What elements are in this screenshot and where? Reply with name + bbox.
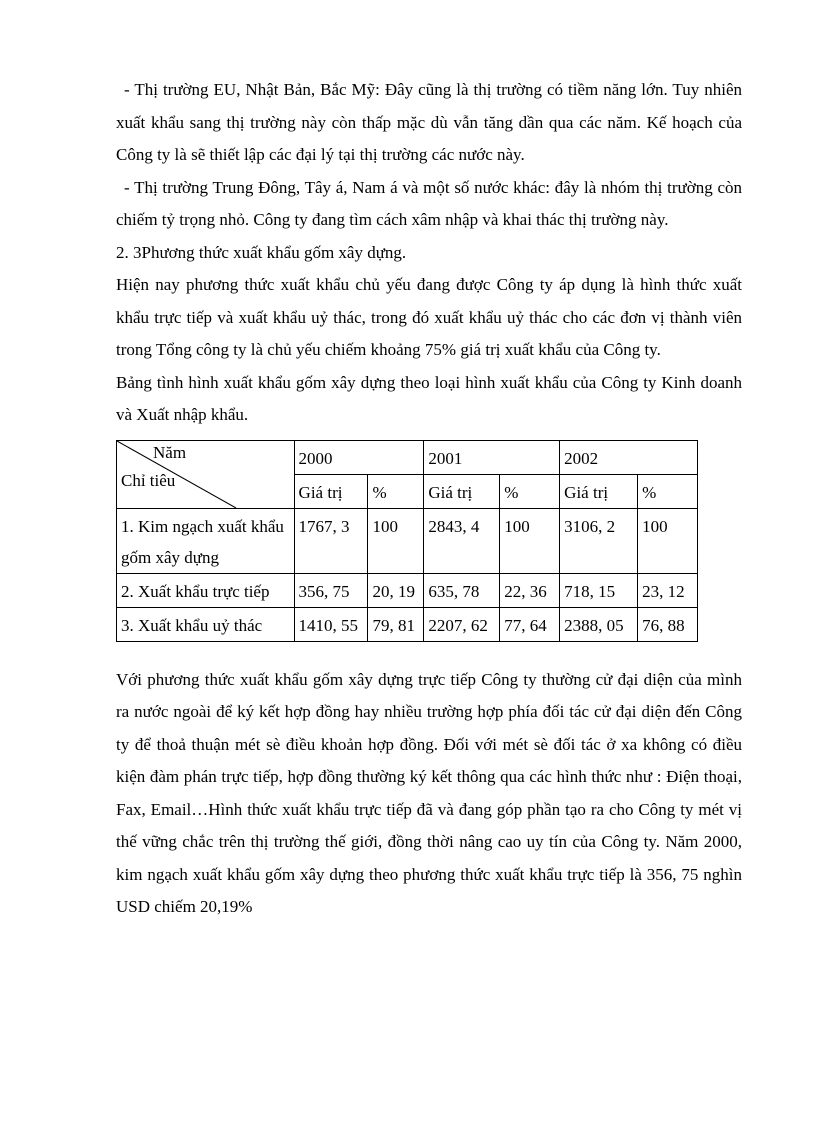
paragraph-export-methods: Hiện nay phương thức xuất khẩu chủ yếu đang được Công ty áp dụng là hình thức xuất khẩu trực tiếp và xuất khẩu uỷ thác, trong đó xuất khẩu uỷ thác cho các đơn vị thành viên trong Tổng công ty là chủ yếu chiếm khoảng 75% giá trị xuất khẩu của Công ty. <box>116 275 742 359</box>
paragraph-markets-middle-east: - Thị trường Trung Đông, Tây á, Nam á và một số nước khác: đây là nhóm thị trường còn chiếm tỷ trọng nhỏ. Công ty đang tìm cách xâm nhập và khai thác thị trường này. <box>116 177 742 229</box>
table-cell: 100 <box>368 508 424 573</box>
table-cell: 718, 15 <box>560 573 638 607</box>
section-heading: 2. 3Phương thức xuất khẩu gốm xây dựng. <box>116 242 407 262</box>
table-cell: 1767, 3 <box>294 508 368 573</box>
table-corner-cell <box>117 440 295 508</box>
table-cell: 2207, 62 <box>424 607 500 641</box>
table-cell: 76, 88 <box>638 607 698 641</box>
sub-header-pct: % <box>638 474 698 508</box>
table-cell: 22, 36 <box>500 573 560 607</box>
document-page <box>116 74 742 924</box>
export-table <box>116 440 698 642</box>
table-row <box>117 508 698 573</box>
sub-header-value: Giá trị <box>294 474 368 508</box>
table-cell: 2843, 4 <box>424 508 500 573</box>
table-cell: 2388, 05 <box>560 607 638 641</box>
corner-year-label: Năm <box>153 442 187 462</box>
row-label: 1. Kim ngạch xuất khẩu gốm xây dựng <box>117 508 295 573</box>
year-header: 2002 <box>560 440 698 474</box>
sub-header-pct: % <box>368 474 424 508</box>
table-cell: 77, 64 <box>500 607 560 641</box>
sub-header-value: Giá trị <box>424 474 500 508</box>
table-cell: 100 <box>500 508 560 573</box>
table-caption: Bảng tình hình xuất khẩu gốm xây dựng theo loại hình xuất khẩu của Công ty Kinh doanh và Xuất nhập khẩu. <box>116 372 742 424</box>
table-cell: 79, 81 <box>368 607 424 641</box>
table-cell: 23, 12 <box>638 573 698 607</box>
row-label: 3. Xuất khẩu uỷ thác <box>117 607 295 641</box>
year-header: 2001 <box>424 440 560 474</box>
sub-header-pct: % <box>500 474 560 508</box>
year-header: 2000 <box>294 440 424 474</box>
table-cell: 20, 19 <box>368 573 424 607</box>
paragraph-direct-export: Với phương thức xuất khẩu gốm xây dựng trực tiếp Công ty thường cử đại diện của mình ra nước ngoài để ký kết hợp đồng hay nhiều trường hợp phía đối tác cử đại diện đến Công ty để thoả thuận mét sè điều khoản hợp đồng. Đối với mét sè đối tác ở xa không có điều kiện đàm phán trực tiếp, hợp đồng thường ký kết thông qua các hình thức như : Điện thoại, Fax, Email…Hình thức xuất khẩu trực tiếp đã và đang góp phần tạo ra cho Công ty mét vị thế vững chắc trên thị trường thế giới, đồng thời nâng cao uy tín của Công ty. Năm 2000, kim ngạch xuất khẩu gốm xây dựng theo phương thức xuất khẩu trực tiếp là 356, 75 nghìn USD chiếm 20,19% <box>116 669 742 916</box>
corner-indicator-label: Chỉ tiêu <box>121 470 176 490</box>
table-cell: 356, 75 <box>294 573 368 607</box>
table-row <box>117 573 698 607</box>
table-cell: 635, 78 <box>424 573 500 607</box>
paragraph-markets-eu: - Thị trường EU, Nhật Bản, Bắc Mỹ: Đây cũng là thị trường có tiềm năng lớn. Tuy nhiên xuất khẩu sang thị trường này còn thấp mặc dù vẫn tăng dần qua các năm. Kế hoạch của Công ty là sẽ thiết lập các đại lý tại thị trường các nước này. <box>116 80 742 164</box>
table-row <box>117 607 698 641</box>
table-cell: 1410, 55 <box>294 607 368 641</box>
row-label: 2. Xuất khẩu trực tiếp <box>117 573 295 607</box>
table-cell: 3106, 2 <box>560 508 638 573</box>
table-cell: 100 <box>638 508 698 573</box>
sub-header-value: Giá trị <box>560 474 638 508</box>
